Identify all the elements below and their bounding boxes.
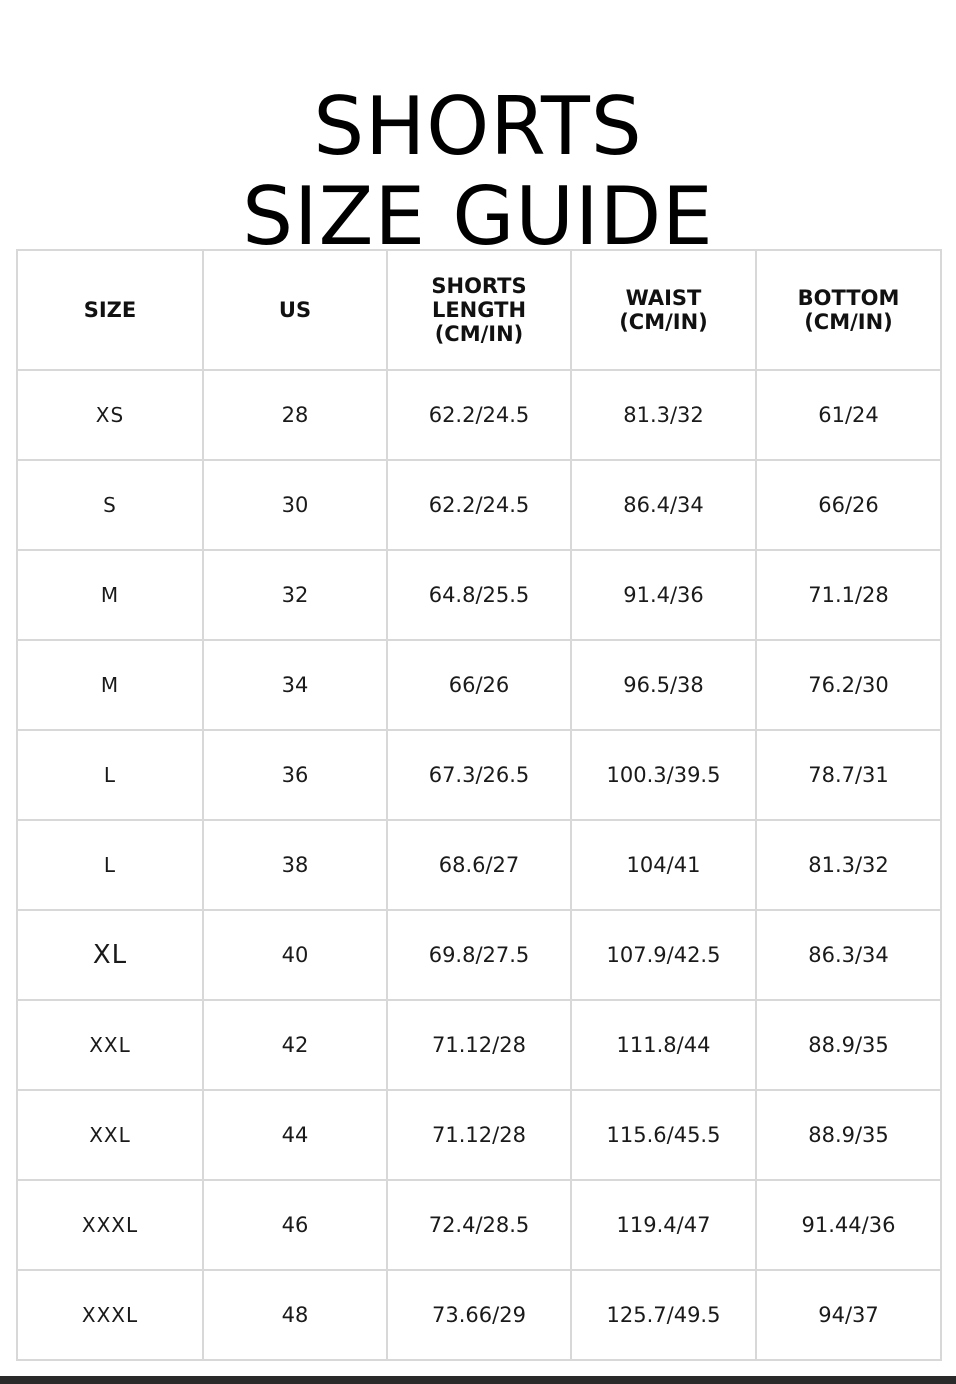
table-row [17,1090,941,1180]
size-cell: M [17,550,203,640]
table-row [17,730,941,820]
title-line-2: SIZE GUIDE [242,169,714,263]
length-cell: 71.12/28 [387,1000,571,1090]
header-us-label: US [278,298,312,322]
size-cell: XXXL [17,1180,203,1270]
table-row [17,820,941,910]
bottom-cell: 76.2/30 [756,640,941,730]
us-cell: 48 [203,1270,387,1360]
header-waist-line-2: (CM/IN) [619,310,708,334]
us-cell: 28 [203,370,387,460]
us-cell: 30 [203,460,387,550]
waist-cell: 96.5/38 [571,640,756,730]
us-cell: 36 [203,730,387,820]
us-cell: 40 [203,910,387,1000]
header-length-line-3: (CM/IN) [434,322,524,346]
bottom-cell: 88.9/35 [756,1090,941,1180]
waist-cell: 119.4/47 [571,1180,756,1270]
bottom-cell: 94/37 [756,1270,941,1360]
table-row [17,460,941,550]
size-chart-table [16,249,942,1361]
size-cell: XL [17,910,203,1000]
header-shorts-length [387,250,571,370]
waist-cell: 115.6/45.5 [571,1090,756,1180]
size-cell: XS [17,370,203,460]
size-cell: S [17,460,203,550]
length-cell: 62.2/24.5 [387,460,571,550]
table-row [17,1000,941,1090]
bottom-cell: 61/24 [756,370,941,460]
table-row [17,1180,941,1270]
header-waist-line-1: WAIST [625,286,702,310]
us-cell: 44 [203,1090,387,1180]
waist-cell: 86.4/34 [571,460,756,550]
waist-cell: 104/41 [571,820,756,910]
header-length-line-2: LENGTH [431,298,527,322]
header-bottom-line-1: BOTTOM [797,286,900,310]
bottom-cell: 86.3/34 [756,910,941,1000]
header-bottom-line-2: (CM/IN) [804,310,893,334]
size-cell: XXL [17,1000,203,1090]
bottom-cell: 71.1/28 [756,550,941,640]
size-cell: L [17,820,203,910]
length-cell: 69.8/27.5 [387,910,571,1000]
title-line-1: SHORTS [313,79,643,173]
table-row [17,550,941,640]
us-cell: 32 [203,550,387,640]
length-cell: 71.12/28 [387,1090,571,1180]
length-cell: 72.4/28.5 [387,1180,571,1270]
table-row [17,640,941,730]
table-row [17,1270,941,1360]
length-cell: 66/26 [387,640,571,730]
table-row [17,370,941,460]
size-cell: XXL [17,1090,203,1180]
header-size-label: SIZE [83,298,137,322]
header-size [17,250,203,370]
waist-cell: 100.3/39.5 [571,730,756,820]
waist-cell: 125.7/49.5 [571,1270,756,1360]
bottom-edge-bar [0,1376,956,1384]
length-cell: 73.66/29 [387,1270,571,1360]
length-cell: 62.2/24.5 [387,370,571,460]
size-cell: L [17,730,203,820]
table-row [17,910,941,1000]
length-cell: 64.8/25.5 [387,550,571,640]
bottom-cell: 81.3/32 [756,820,941,910]
header-us [203,250,387,370]
size-cell: M [17,640,203,730]
us-cell: 38 [203,820,387,910]
length-cell: 68.6/27 [387,820,571,910]
page-title [0,79,956,263]
us-cell: 46 [203,1180,387,1270]
us-cell: 34 [203,640,387,730]
us-cell: 42 [203,1000,387,1090]
bottom-cell: 78.7/31 [756,730,941,820]
bottom-cell: 66/26 [756,460,941,550]
header-waist [571,250,756,370]
bottom-cell: 91.44/36 [756,1180,941,1270]
header-length-line-1: SHORTS [431,274,527,298]
size-cell: XXXL [17,1270,203,1360]
bottom-cell: 88.9/35 [756,1000,941,1090]
waist-cell: 107.9/42.5 [571,910,756,1000]
header-bottom [756,250,941,370]
waist-cell: 81.3/32 [571,370,756,460]
length-cell: 67.3/26.5 [387,730,571,820]
table-header-row [17,250,941,370]
waist-cell: 91.4/36 [571,550,756,640]
waist-cell: 111.8/44 [571,1000,756,1090]
